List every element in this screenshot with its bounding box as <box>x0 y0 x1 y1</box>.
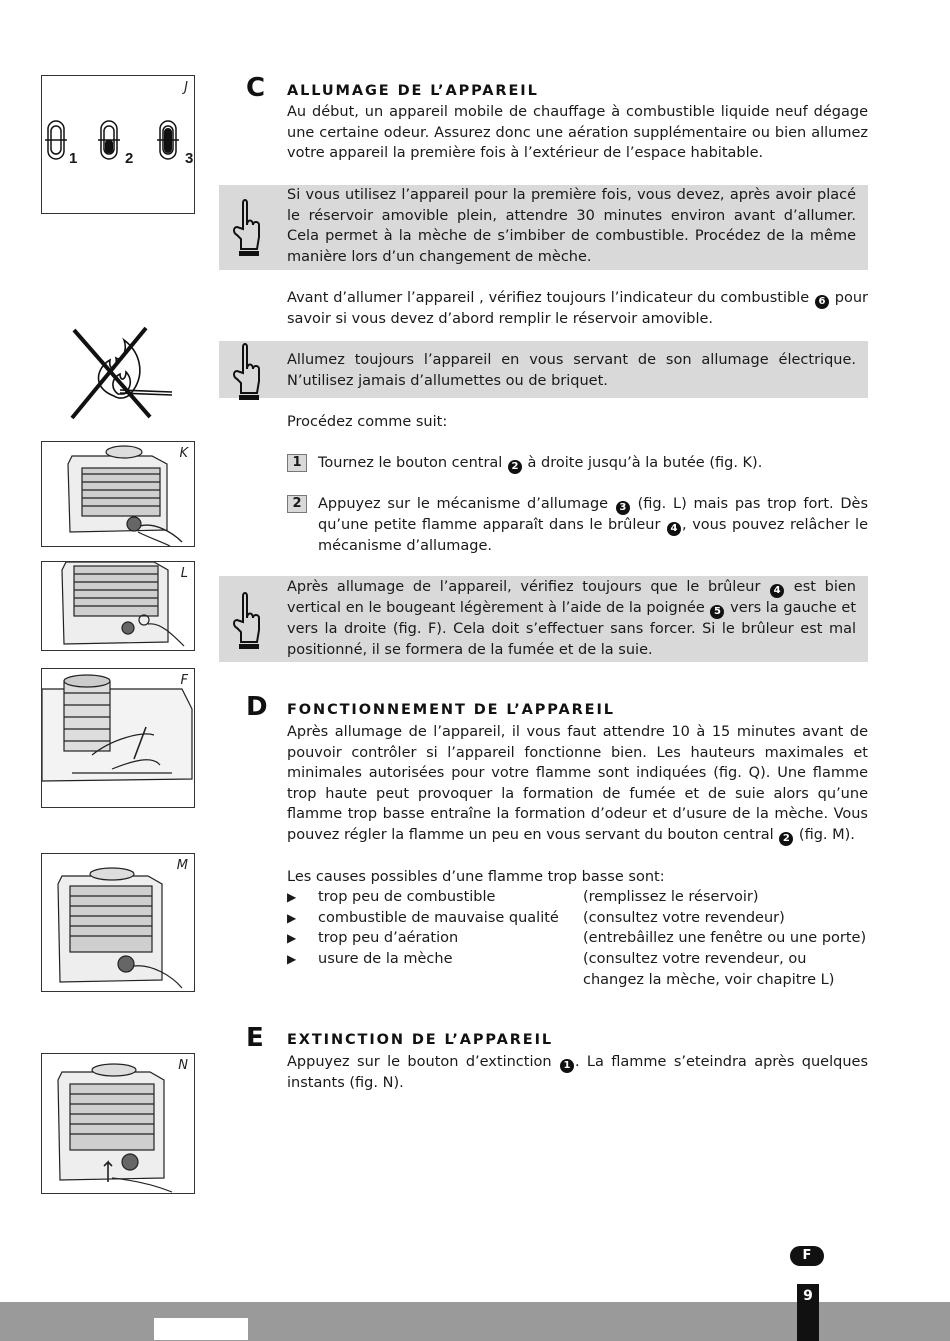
figure-n-label: N <box>178 1058 188 1073</box>
section-c-title: ALLUMAGE DE L’APPAREIL <box>287 83 539 99</box>
pointing-hand-icon <box>227 199 265 259</box>
pointing-hand-icon <box>227 343 265 403</box>
cause-text: trop peu de combustible <box>318 889 496 905</box>
section-c-letter: C <box>246 73 266 103</box>
cause-text: trop peu d’aération <box>318 930 459 946</box>
step-2-part-a: Appuyez sur le mécanisme d’allumage <box>318 496 609 512</box>
gauge-number-3: 3 <box>185 150 194 167</box>
cause-text: usure de la mèche <box>318 951 453 967</box>
bullet-triangle-icon: ▶ <box>287 952 297 966</box>
note3-part-a: Après allumage de l’appareil, vérifiez toujours que le brûleur <box>287 579 761 595</box>
figure-j-fuel-gauge <box>41 75 195 214</box>
figure-l-heater <box>41 561 195 651</box>
check-fuel-indicator <box>287 288 868 330</box>
ref-number-1: 1 <box>560 1059 574 1073</box>
figure-f-label: F <box>180 673 188 688</box>
step-2-number: 2 <box>287 495 307 513</box>
step-2-part-c: , vous pouvez relâcher le mécanisme d’allumage. <box>318 517 869 554</box>
bullet-triangle-icon: ▶ <box>287 890 297 904</box>
gauge-number-2: 2 <box>125 150 134 167</box>
check-text-before: Avant d’allumer l’appareil , vérifiez toujours l’indicateur du combustible <box>287 290 810 306</box>
bullet-triangle-icon: ▶ <box>287 911 297 925</box>
figure-j-label: J <box>184 80 188 95</box>
figure-l-label: L <box>180 566 188 581</box>
ref-number-3: 3 <box>616 501 630 515</box>
procedure-intro: Procédez comme suit: <box>287 414 448 430</box>
section-e-letter: E <box>246 1023 264 1053</box>
note-burner-check-text <box>287 577 856 660</box>
section-e-text <box>287 1052 868 1094</box>
section-d-part-a: Après allumage de l’appareil, il vous faut attendre 10 à 15 minutes avant de pouvoir contrôler si l’appareil fonctionne bien. Les hauteurs maximales et minimales autorisées pour votre flamme sont indiquées (fig. Q). Une flamme trop haute peut provoquer la formation de fumée et de suie alors qu’une flamme trop basse entraîne la formation d’odeur et d’usure de la mèche. Vous pouvez régler la flamme un peu en vous servant du bouton central <box>287 724 868 843</box>
section-c-intro: Au début, un appareil mobile de chauffage à combustible liquide neuf dégage une certaine odeur. Assurez donc une aération supplémentaire ou bien allumez votre appareil la première fois à l’extérieur de l’espace habitable. <box>287 104 868 162</box>
ref-number-2: 2 <box>779 832 793 846</box>
figure-k-heater <box>41 441 195 547</box>
step-2-part-b: (fig. L) mais pas trop fort. Dès qu’une petite flamme apparaît dans le brûleur <box>318 496 869 533</box>
language-badge: F <box>790 1246 824 1266</box>
check-text-after: pour savoir si vous devez d’abord remplir le réservoir amovible. <box>287 290 868 327</box>
step-1-part-b: à droite jusqu’à la butée (fig. K). <box>527 455 763 471</box>
cause-text: combustible de mauvaise qualité <box>318 910 559 926</box>
step-1-number: 1 <box>287 454 307 472</box>
section-e-part-a: Appuyez sur le bouton d’extinction <box>287 1054 552 1070</box>
no-matches-icon <box>62 322 182 422</box>
heater-illustration <box>42 562 194 650</box>
figure-m-heater <box>41 853 195 992</box>
note-burner-check <box>219 576 868 662</box>
footer-white-block <box>154 1318 248 1340</box>
section-e-part-b: . La flamme s’eteindra après quelques instants (fig. N). <box>287 1054 868 1091</box>
ref-number-5: 5 <box>710 605 724 619</box>
remedy-text: (entrebâillez une fenêtre ou une porte) <box>583 930 867 946</box>
note3-part-b: est bien vertical en le bougeant légèrement à l’aide de la poignée <box>287 579 856 616</box>
note-first-use <box>219 185 868 270</box>
heater-illustration <box>42 442 194 546</box>
causes-intro: Les causes possibles d’une flamme trop basse sont: <box>287 869 665 885</box>
remedy-text: (remplissez le réservoir) <box>583 889 759 905</box>
note-first-use-text: Si vous utilisez l’appareil pour la première fois, vous devez, après avoir placé le réservoir amovible plein, attendre 30 minutes environ avant d’allumer. Cela permet à la mèche de s’imbiber de combustible. Procédez de la même manière lors d’un changement de mèche. <box>287 187 856 265</box>
ref-number-4: 4 <box>770 584 784 598</box>
heater-illustration <box>42 854 194 991</box>
ref-number-2: 2 <box>508 460 522 474</box>
burner-illustration <box>42 669 194 807</box>
step-1-part-a: Tournez le bouton central <box>318 455 503 471</box>
page-number: 9 <box>797 1284 819 1341</box>
figure-f-burner <box>41 668 195 808</box>
section-d-text <box>287 722 868 846</box>
section-d-title: FONCTIONNEMENT DE L’APPAREIL <box>287 702 615 718</box>
pointing-hand-icon <box>227 592 265 652</box>
section-d-letter: D <box>246 692 268 722</box>
section-e-title: EXTINCTION DE L’APPAREIL <box>287 1032 554 1048</box>
bullet-triangle-icon: ▶ <box>287 931 297 945</box>
ref-number-4: 4 <box>667 522 681 536</box>
note-electric-ignition-text: Allumez toujours l’appareil en vous servant de son allumage électrique. N’utilisez jamais d’allumettes ou de briquet. <box>287 352 856 389</box>
gauge-number-1: 1 <box>69 150 78 167</box>
ref-number-6: 6 <box>815 295 829 309</box>
figure-k-label: K <box>179 446 188 461</box>
fuel-gauge-diagram <box>42 76 194 213</box>
note-electric-ignition <box>219 341 868 398</box>
remedy-text: (consultez votre revendeur) <box>583 910 785 926</box>
remedy-text: (consultez votre revendeur, ou changez la mèche, voir chapitre L) <box>583 951 835 988</box>
step-2-text <box>318 494 868 557</box>
figure-m-label: M <box>176 858 188 873</box>
section-d-part-b: (fig. M). <box>798 826 855 843</box>
heater-illustration <box>42 1054 194 1193</box>
note3-part-c: vers la gauche et vers la droite (fig. F). Cela doit s’effectuer sans forcer. Si le brûleur est mal positionné, il se formera de la fumée et de la suie. <box>287 600 857 658</box>
step-1-text <box>318 453 868 474</box>
figure-n-heater <box>41 1053 195 1194</box>
